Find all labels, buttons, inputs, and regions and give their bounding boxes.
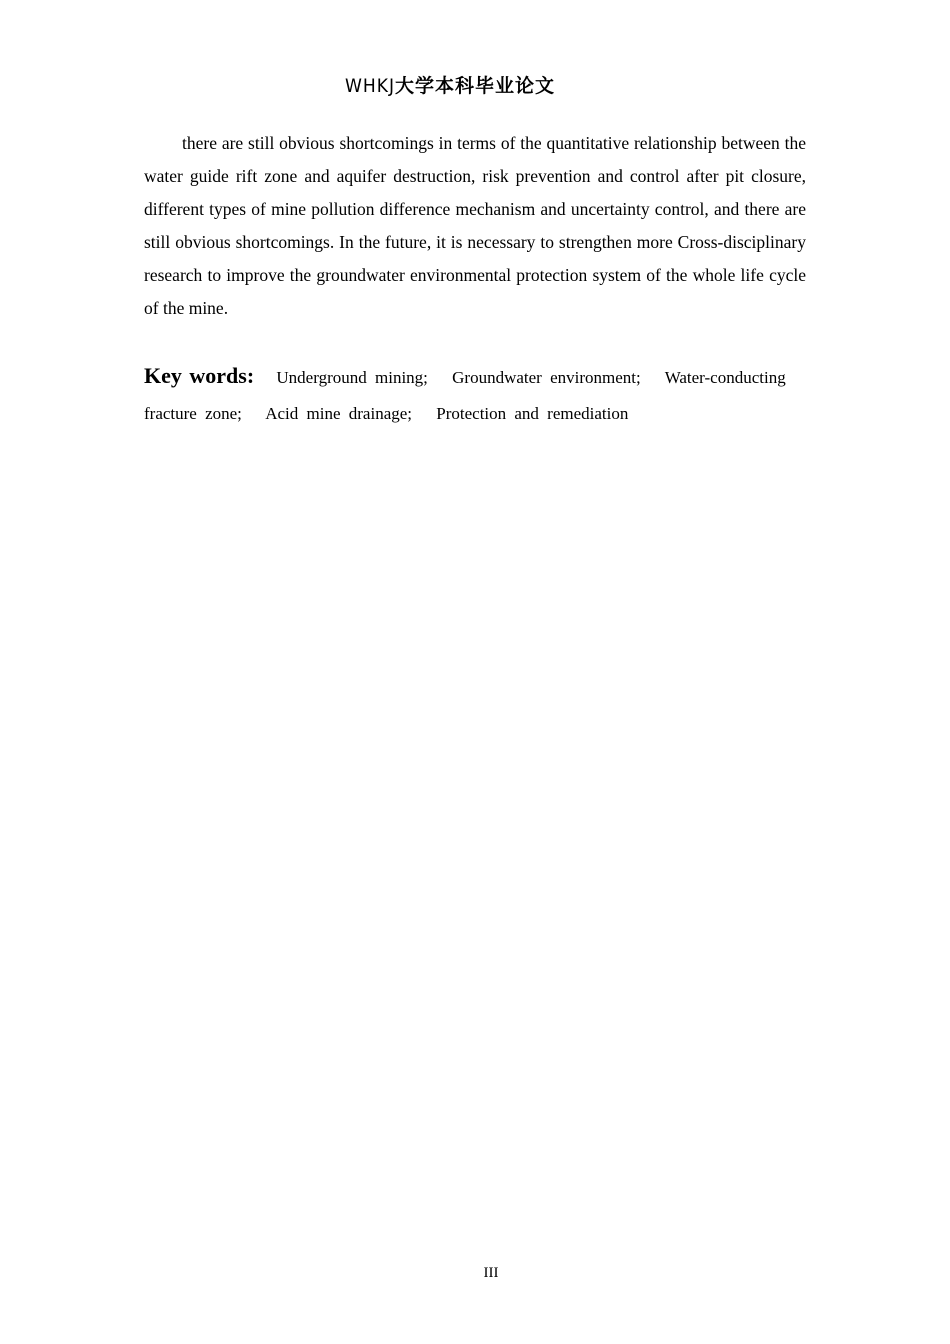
page-number: III [483,1265,499,1281]
keywords-section [144,358,806,432]
keywords-label: Key words: [144,363,255,388]
keyword-item: Protection and remediation [436,404,629,423]
header-thesis-title: 大学本科毕业论文 [395,75,556,97]
keyword-item: Underground mining; [276,368,428,387]
header-university-code: WHKJ [344,75,395,97]
keyword-item: Water-conducting fracture zone; [144,368,786,423]
keyword-item: Acid mine drainage; [265,404,413,423]
page-header [0,72,900,100]
abstract-paragraph: there are still obvious shortcomings in terms of the quantitative relationship between the water guide rift zone and aquifer destruction, risk prevention and control after pit closure, different types of mine pollution difference mechanism and uncertainty control, and there are still obvious shortcomings. In the future, it is necessary to strengthen more Cross-disciplinary research to improve the groundwater environmental protection system of the whole life cycle of the mine. [144,133,806,318]
keyword-item: Groundwater environment; [452,368,641,387]
